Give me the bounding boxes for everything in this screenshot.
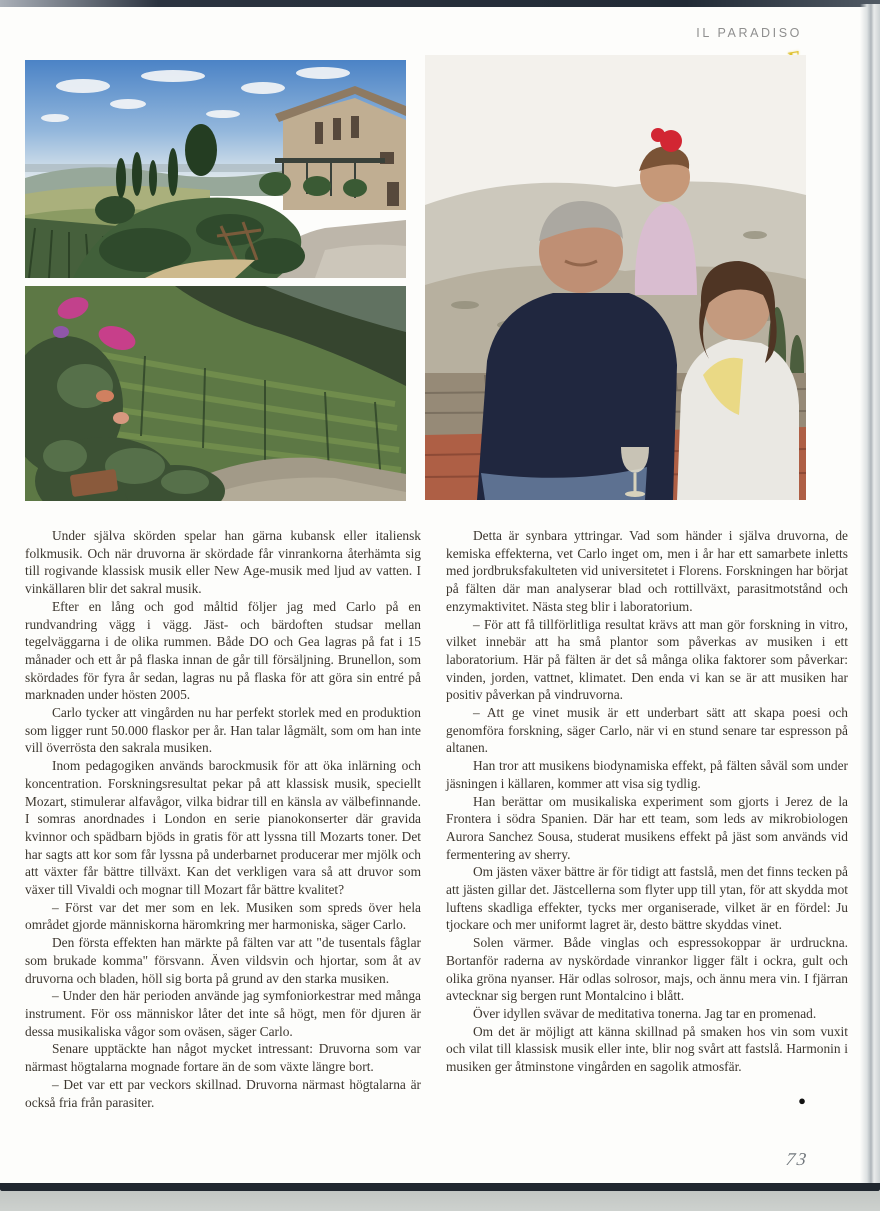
photo-vineyard-roses xyxy=(25,286,406,501)
end-of-article-mark: ● xyxy=(798,1092,806,1108)
scan-bottom-edge xyxy=(0,1183,880,1191)
paragraph: Om det är möjligt att känna skillnad på smaken hos vin som vuxit och vilat till klassisk musik eller inte, blir nog svårt att fastslå. Harmonin i musiken ger åtminstone vingården en sagolik atmosfär. xyxy=(446,1023,848,1075)
scan-right-edge xyxy=(860,4,880,1186)
paragraph: Om jästen växer bättre är för tidigt att fastslå, men det finns tecken på att jästen gillar det. Jästcellerna som flyter upp till ytan, för att skydda mot luftens skadliga effekter, tycks mer organiserade, vilket är en fördel: Ju tjockare och mer uniformt lagret är, desto bättre skyddas vinet. xyxy=(446,864,848,933)
paragraph: Efter en lång och god måltid följer jag med Carlo på en rundvandring vägg i vägg. Jäst- och bärdoften studsar mellan tegelväggarna i de olika rummen. Både DO och Gea lagras på fat i 15 månader och ett år på flaska innan de går till försäljning. Brunellon, som skördades för fyra år sedan, lagras nu på flaska för att göra sin entré på marknaden under hösten 2005. xyxy=(25,598,421,703)
vineyard-photo-illustration xyxy=(25,286,406,501)
paragraph: – Under den här perioden använde jag symfoniorkestrar med många instrument. För oss människor låter det inte så högt, men för djuren är dessa musikaliska vågor som oväsen, säger Carlo. xyxy=(25,988,421,1039)
paragraph: Detta är synbara yttringar. Vad som händer i själva druvorna, de kemiska effekterna, vet Carlo inget om, men i år har ett samarbete inletts med jordbruksfakulteten vid universitetet i Florens. Forskningen har börjat på fälten där man analyserar blad och rottillväxt, parasitmotstånd och enzymaktivitet. Nästa steg blir i laboratorium. xyxy=(446,528,848,614)
article-column-left xyxy=(25,527,421,1111)
page-number: 73 xyxy=(784,1149,810,1169)
paragraph: Senare upptäckte han något mycket intressant: Druvorna som var närmast högtalarna mognade fortare än de som växte längre bort. xyxy=(25,1041,421,1075)
section-header: IL PARADISO xyxy=(696,26,802,40)
paragraph: – För att få tillförlitliga resultat krävs att man gör forskning in vitro, vilket innebär att ha små plantor som påverkas av musiken i ett laboratorium. Här på fälten är det så många olika faktorer som påverkar: vinden, jorden, vattnet, klimatet. Den enda vi kan se är att musiken har positiv påverkan på vindruvorna. xyxy=(446,616,848,703)
paragraph: – Först var det mer som en lek. Musiken som spreds över hela området gjorde människorna häromkring mer harmoniska, säger Carlo. xyxy=(25,899,421,933)
paragraph: Under själva skörden spelar han gärna kubansk eller italiensk folkmusik. Och när druvorna är skördade får vinrankorna återhämta sig till rogivande klassisk musik eller New Age-musik med ljud av vatten. I vinkällaren blir det sakral musik. xyxy=(25,528,421,597)
paragraph: Inom pedagogiken används barockmusik för att öka inlärning och koncentration. Forskningsresultat pekar på att klassisk musik, speciellt Mozart, stimulerar alfavågor, vilka bidrar till en känsla av välbefinnande. I somras anordnades i London en serie pianokonserter där gravida kvinnor och spädbarn bjöds in gratis för att lyssna till Mozarts toner. Det har sagts att kor som får lyssna på underbarnet producerar mer mjölk och att växter får bättre tillväxt. Kan det verkligen vara så att druvor som växer till Vivaldi och mognar till Mozart får bättre kvalitet? xyxy=(25,758,421,898)
paragraph: Över idyllen svävar de meditativa tonerna. Jag tar en promenad. xyxy=(473,1005,817,1021)
paragraph: Solen värmer. Både vinglas och espressokoppar är urdruckna. Bortanför raderna av nyskördade vinrankor ligger fält i ockra, gult och olika gröna nyanser. Här odlas solrosor, majs, och ännu mera vin. I fjärran avtecknar sig bergen runt Montalcino i blått. xyxy=(446,935,848,1004)
paragraph: – Att ge vinet musik är ett underbart sätt att skapa poesi och genomföra forskning, säger Carlo, när vi en stund senare tar espresson på altanen. xyxy=(446,705,848,756)
family-photo-illustration xyxy=(425,55,806,500)
paragraph: Carlo tycker att vingården nu har perfekt storlek med en produktion som ligger runt 50.000 flaskor per år. Han talar lågmält, som om han inte vill överrösta den sakrala musiken. xyxy=(25,705,421,756)
paragraph: Han tror att musikens biodynamiska effekt, på fälten såväl som under jäsningen i källaren, kommer att visa sig tydlig. xyxy=(446,758,848,791)
paragraph: Han berättar om musikaliska experiment som gjorts i Jerez de la Frontera i södra Spanien. Där har ett team, som leds av mikrobiologen Aurora Sanchez Sousa, studerat musikens effekt på jäst som används vid fermentering av sherry. xyxy=(446,793,848,862)
paragraph: – Det var ett par veckors skillnad. Druvorna närmast högtalarna är också fria från parasiter. xyxy=(25,1076,421,1110)
paragraph: Den första effekten han märkte på fälten var att "de tusentals fåglar som brukade komma" försvann. Även vildsvin och hjortar, som åt av druvorna och bladen, höll sig borta på grund av den starka musiken. xyxy=(25,935,421,986)
scan-bottom-background xyxy=(0,1191,880,1211)
villa-photo-illustration xyxy=(25,60,406,278)
photo-villa-garden xyxy=(25,60,406,278)
scan-top-edge xyxy=(0,0,880,7)
photo-family-terrace xyxy=(425,55,806,500)
article-column-right xyxy=(446,527,848,1110)
